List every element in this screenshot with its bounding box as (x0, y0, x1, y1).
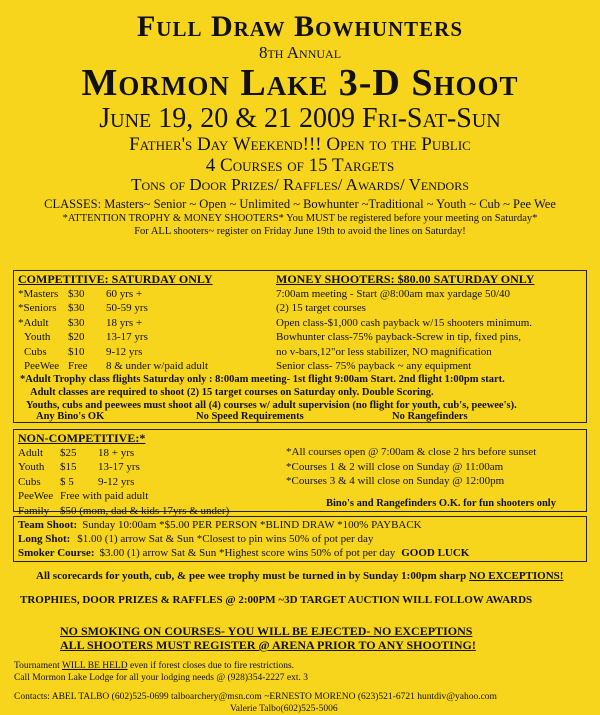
comp-row: Youth $20 13-17 yrs (24, 331, 148, 343)
tournament-held-line: Tournament WILL BE HELD even if forest closes due to fire restrictions. (14, 661, 295, 671)
money-line: Open class-$1,000 cash payback w/15 shooters minimum. (276, 316, 533, 329)
comp-row: Cubs $10 9-12 yrs (24, 345, 143, 358)
classes-line: CLASSES: Masters~ Senior ~ Open ~ Unlimited ~ Bowhunter ~Traditional ~ Youth ~ Cub ~ Pee Wee (44, 197, 556, 211)
register-line: For ALL shooters~ register on Friday June 19th to avoid the lines on Saturday! (134, 226, 466, 237)
comp-note: Adult classes are required to shoot (2) 15 target courses on Saturday only. Double Scoring. (30, 387, 434, 398)
long-shot-row: Long Shot: $1.00 (1) arrow Sat & Sun *Closest to pin wins 50% of pot per day (18, 533, 374, 545)
noncomp-row: Adult $25 18 + yrs (18, 446, 135, 459)
noncomp-row: Family $50 (mom, dad & kids 17yrs & under) (18, 504, 230, 517)
valerie-line: Valerie Talbo(602)525-5006 (230, 704, 338, 714)
flyer-page (0, 10, 600, 715)
noncomp-row: Cubs $ 5 9-12 yrs (18, 475, 135, 488)
club-title: Full Draw Bowhunters (136, 10, 464, 43)
fun-bino-note: Bino's and Rangefinders O.K. for fun shooters only (326, 498, 556, 509)
money-heading: MONEY SHOOTERS: $80.00 SATURDAY ONLY (276, 272, 535, 286)
courses-line: 4 Courses of 15 Targets (205, 155, 395, 176)
prizes-line: Tons of Door Prizes/ Raffles/ Awards/ Vendors (131, 175, 469, 194)
no-rangefinders: No Rangefinders (392, 411, 468, 422)
money-line: Bowhunter class-75% payback-Screw in tip, fixed pins, (276, 331, 521, 343)
money-line: no v-bars,12"or less stabilizer, NO magnification (276, 345, 492, 358)
noncomp-note: *Courses 3 & 4 will close on Sunday @ 12:00pm (286, 475, 505, 487)
comp-row: *Seniors $30 50-59 yrs (18, 302, 148, 314)
noncompetitive-section (18, 431, 318, 518)
competitive-heading: COMPETITIVE: SATURDAY ONLY (18, 272, 213, 286)
noncomp-notes (286, 445, 584, 489)
money-line: Senior class- 75% payback ~ any equipment (276, 360, 472, 372)
noncomp-row: Youth $15 13-17 yrs (18, 461, 140, 473)
competitive-section (18, 272, 273, 374)
comp-row: PeeWee Free 8 & under w/paid adult (24, 360, 209, 372)
no-smoking-line: NO SMOKING ON COURSES- YOU WILL BE EJECTED- NO EXCEPTIONS (60, 624, 473, 638)
contacts-line: Contacts: ABEL TALBO (602)525-0699 talboarchery@msn.com ~ERNESTO MORENO (623)521-6721 huntdiv@yahoo.com (14, 692, 497, 702)
noncomp-note: *All courses open @ 7:00am & close 2 hrs before sunset (286, 446, 537, 458)
trophies-line: TROPHIES, DOOR PRIZES & RAFFLES @ 2:00PM ~3D TARGET AUCTION WILL FOLLOW AWARDS (20, 594, 533, 606)
arena-line: ALL SHOOTERS MUST REGISTER @ ARENA PRIOR TO ANY SHOOTING! (60, 638, 476, 652)
attention-line: *ATTENTION TROPHY & MONEY SHOOTERS* You MUST be registered before your meeting on Saturday* (62, 213, 538, 224)
comp-note: Youths, cubs and peewees must shoot all (4) courses w/ adult supervision (no flight for youth, cub's, peewee's). (26, 400, 517, 411)
comp-row: *Adult $30 18 yrs + (18, 316, 143, 329)
money-line: 7:00am meeting - Start @8:00am max yardage 50/40 (276, 287, 511, 300)
comp-note: *Adult Trophy class flights Saturday only : 8:00am meeting- 1st flight 9:00am Start. 2nd flight 1:00pm start. (20, 374, 505, 385)
team-shoot-row: Team Shoot: Sunday 10:00am *$5.00 PER PERSON *BLIND DRAW *100% PAYBACK (18, 519, 422, 531)
comp-row: *Masters $30 60 yrs + (18, 287, 143, 300)
specials-section (18, 518, 584, 560)
bino-ok: Any Bino's OK (36, 411, 105, 422)
event-title: Mormon Lake 3-D Shoot (81, 62, 519, 104)
lodge-line: Call Mormon Lake Lodge for all your lodging needs @ (928)354-2227 ext. 3 (14, 673, 308, 683)
tagline: Father's Day Weekend!!! Open to the Public (129, 134, 471, 155)
event-dates: June 19, 20 & 21 2009 Fri-Sat-Sun (99, 103, 501, 134)
money-section (276, 272, 584, 374)
no-speed: No Speed Requirements (196, 411, 304, 422)
noncomp-note: *Courses 1 & 2 will close on Sunday @ 11:00am (286, 460, 504, 473)
annual-label: 8th Annual (258, 43, 342, 62)
money-line: (2) 15 target courses (276, 302, 366, 314)
noncompetitive-heading: NON-COMPETITIVE:* (18, 431, 146, 445)
noncomp-row: PeeWee Free with paid adult (18, 490, 149, 502)
scorecards-line: All scorecards for youth, cub, & pee wee trophy must be turned in by Sunday 1:00pm sharp NO EXCEPTIONS! (36, 570, 564, 582)
smoker-row: Smoker Course: $3.00 (1) arrow Sat & Sun *Highest score wins 50% of pot per day GOOD LUCK (18, 547, 470, 559)
